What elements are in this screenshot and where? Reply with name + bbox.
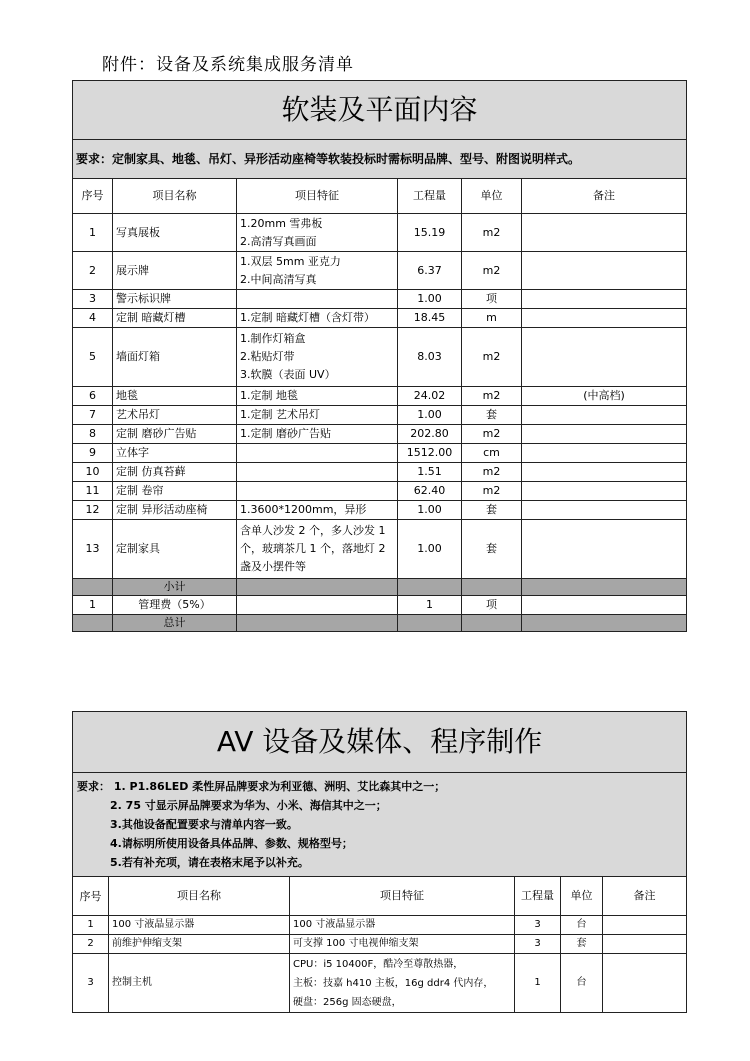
- row-feature: [237, 425, 398, 444]
- row-number: 1: [73, 214, 113, 252]
- row-name: 定制 磨砂广告贴: [113, 425, 237, 444]
- table-row: [73, 406, 687, 425]
- av-equipment-table: [72, 711, 687, 1013]
- row-quantity: 1.00: [398, 520, 462, 579]
- feature-line: 含单人沙发 2 个，多人沙发 1: [240, 524, 386, 537]
- row-unit: m2: [462, 425, 522, 444]
- table-row: [73, 954, 687, 1013]
- row-number: 10: [73, 463, 113, 482]
- table-row: [73, 214, 687, 252]
- row-feature: [237, 387, 398, 406]
- table-row: [73, 387, 687, 406]
- row-number: 7: [73, 406, 113, 425]
- row-name: 控制主机: [109, 954, 290, 1013]
- section1-title: 软装及平面内容: [73, 81, 687, 140]
- row-feature: [290, 935, 515, 954]
- total-number: [73, 615, 113, 632]
- row-quantity: 1: [398, 596, 462, 615]
- total-cell: [522, 615, 687, 632]
- total-cell: [398, 615, 462, 632]
- row-number: 2: [73, 935, 109, 954]
- row-note: [603, 935, 687, 954]
- row-note: [522, 214, 687, 252]
- header-row: [73, 877, 687, 916]
- soft-furnishing-table: [72, 80, 687, 632]
- row-note: [522, 444, 687, 463]
- row-name: 立体字: [113, 444, 237, 463]
- column-header: 序号: [73, 179, 113, 214]
- column-header: 工程量: [398, 179, 462, 214]
- row-unit: m2: [462, 387, 522, 406]
- row-feature: [237, 406, 398, 425]
- requirement-line: 4.请标明所使用设备具体品牌、参数、规格型号；: [110, 837, 353, 850]
- row-quantity: 18.45: [398, 309, 462, 328]
- feature-line: CPU：i5 10400F，酷冷至尊散热器，: [293, 958, 464, 970]
- row-name: 前维护伸缩支架: [109, 935, 290, 954]
- row-feature: [237, 290, 398, 309]
- row-number: 12: [73, 501, 113, 520]
- feature-line: 1.20mm 雪弗板: [240, 216, 323, 230]
- row-quantity: 1: [515, 954, 561, 1013]
- table-row: [73, 444, 687, 463]
- requirement-text: 1. P1.86LED 柔性屏品牌要求为利亚德、洲明、艾比森其中之一；: [113, 780, 446, 793]
- row-unit: 套: [462, 501, 522, 520]
- table-row: [73, 501, 687, 520]
- row-feature: [237, 328, 398, 387]
- subtotal-row: [73, 579, 687, 596]
- subtotal-number: [73, 579, 113, 596]
- row-feature: [290, 954, 515, 1013]
- row-unit: 台: [561, 954, 603, 1013]
- row-number: 1: [73, 596, 113, 615]
- row-unit: 套: [561, 935, 603, 954]
- row-note: [522, 425, 687, 444]
- row-note: [603, 916, 687, 935]
- row-feature: [290, 916, 515, 935]
- feature-line: 3.软膜（表面 UV）: [240, 368, 336, 381]
- feature-line: 1.定制 地毯: [240, 389, 298, 402]
- feature-line: 可支撑 100 寸电视伸缩支架: [293, 938, 419, 949]
- row-quantity: 6.37: [398, 252, 462, 290]
- subtotal-cell: [237, 579, 398, 596]
- table-row: [73, 935, 687, 954]
- row-name: 100 寸液晶显示器: [109, 916, 290, 935]
- row-unit: m2: [462, 463, 522, 482]
- subtotal-cell: [398, 579, 462, 596]
- row-feature: [237, 520, 398, 579]
- row-number: 13: [73, 520, 113, 579]
- table-row: [73, 309, 687, 328]
- row-unit: 台: [561, 916, 603, 935]
- row-name: 定制 卷帘: [113, 482, 237, 501]
- feature-line: 1.3600*1200mm，异形: [240, 503, 367, 516]
- table-row: [73, 328, 687, 387]
- column-header: 工程量: [515, 877, 561, 916]
- feature-line: 100 寸液晶显示器: [293, 919, 376, 930]
- table-row: [73, 916, 687, 935]
- row-number: 3: [73, 290, 113, 309]
- row-note: [522, 501, 687, 520]
- subtotal-cell: [522, 579, 687, 596]
- row-unit: 套: [462, 406, 522, 425]
- column-header: 序号: [73, 877, 109, 916]
- row-name: 墙面灯箱: [113, 328, 237, 387]
- feature-line: 主板：技嘉 h410 主板，16g ddr4 代内存，: [293, 977, 494, 989]
- table-row: [73, 463, 687, 482]
- total-label: 总计: [113, 615, 237, 632]
- row-name: 警示标识牌: [113, 290, 237, 309]
- row-unit: m2: [462, 328, 522, 387]
- row-quantity: 15.19: [398, 214, 462, 252]
- feature-line: 1.定制 暗藏灯槽（含灯带）: [240, 311, 375, 324]
- requirement-line: [77, 777, 682, 796]
- subtotal-cell: [462, 579, 522, 596]
- row-note: [522, 520, 687, 579]
- row-feature: [237, 463, 398, 482]
- row-note: [522, 252, 687, 290]
- row-name: 定制 暗藏灯槽: [113, 309, 237, 328]
- row-quantity: 3: [515, 935, 561, 954]
- column-header: 备注: [522, 179, 687, 214]
- row-number: 11: [73, 482, 113, 501]
- row-feature: [237, 596, 398, 615]
- requirement-line: 5.若有补充项，请在表格末尾予以补充。: [110, 856, 309, 869]
- row-name: 管理费（5%）: [113, 596, 237, 615]
- requirement-label: 要求：: [77, 780, 114, 793]
- row-feature: [237, 482, 398, 501]
- requirement-line: 2. 75 寸显示屏品牌要求为华为、小米、海信其中之一；: [110, 799, 387, 812]
- row-number: 3: [73, 954, 109, 1013]
- column-header: 备注: [603, 877, 687, 916]
- table-row: [73, 252, 687, 290]
- row-number: 9: [73, 444, 113, 463]
- row-name: 定制 仿真苔藓: [113, 463, 237, 482]
- feature-line: 1.定制 艺术吊灯: [240, 408, 320, 421]
- section1-requirement: 要求：定制家具、地毯、吊灯、异形活动座椅等软装投标时需标明品牌、型号、附图说明样式。: [73, 140, 687, 179]
- column-header: 项目名称: [113, 179, 237, 214]
- table-row: [73, 482, 687, 501]
- row-note: [522, 482, 687, 501]
- total-row: [73, 615, 687, 632]
- column-header: 项目特征: [290, 877, 515, 916]
- row-note: (中高档): [522, 387, 687, 406]
- total-cell: [462, 615, 522, 632]
- row-quantity: 1.00: [398, 290, 462, 309]
- row-note: [522, 463, 687, 482]
- row-quantity: 1.51: [398, 463, 462, 482]
- feature-line: 1.定制 磨砂广告贴: [240, 427, 331, 440]
- row-feature: [237, 252, 398, 290]
- row-feature: [237, 214, 398, 252]
- row-note: [522, 406, 687, 425]
- total-cell: [237, 615, 398, 632]
- row-unit: m2: [462, 482, 522, 501]
- row-unit: m: [462, 309, 522, 328]
- table-row: [73, 425, 687, 444]
- management-fee-row: [73, 596, 687, 615]
- row-unit: 套: [462, 520, 522, 579]
- row-note: [603, 954, 687, 1013]
- feature-line: 1.双层 5mm 亚克力: [240, 254, 341, 268]
- row-feature: [237, 444, 398, 463]
- row-number: 8: [73, 425, 113, 444]
- row-quantity: 202.80: [398, 425, 462, 444]
- row-name: 展示牌: [113, 252, 237, 290]
- row-unit: m2: [462, 252, 522, 290]
- row-unit: m2: [462, 214, 522, 252]
- column-header: 单位: [561, 877, 603, 916]
- row-unit: 项: [462, 596, 522, 615]
- section2-requirements: [73, 773, 687, 877]
- row-unit: cm: [462, 444, 522, 463]
- row-name: 地毯: [113, 387, 237, 406]
- section2-title: AV 设备及媒体、程序制作: [73, 712, 687, 773]
- row-feature: [237, 309, 398, 328]
- row-note: [522, 290, 687, 309]
- feature-line: 盏及小摆件等: [240, 560, 306, 573]
- row-name: 写真展板: [113, 214, 237, 252]
- feature-line: 2.高清写真画面: [240, 234, 317, 248]
- subtotal-label: 小计: [113, 579, 237, 596]
- row-name: 定制 异形活动座椅: [113, 501, 237, 520]
- column-header: 项目特征: [237, 179, 398, 214]
- feature-line: 硬盘：256g 固态硬盘，: [293, 996, 402, 1008]
- table-row: [73, 520, 687, 579]
- feature-line: 个，玻璃茶几 1 个，落地灯 2: [240, 542, 386, 555]
- column-header: 项目名称: [109, 877, 290, 916]
- header-row: [73, 179, 687, 214]
- row-name: 艺术吊灯: [113, 406, 237, 425]
- requirement-line: 3.其他设备配置要求与清单内容一致。: [110, 818, 298, 831]
- row-name: 定制家具: [113, 520, 237, 579]
- row-quantity: 24.02: [398, 387, 462, 406]
- row-quantity: 1.00: [398, 406, 462, 425]
- row-note: [522, 596, 687, 615]
- row-quantity: 3: [515, 916, 561, 935]
- feature-line: 2.粘贴灯带: [240, 350, 295, 363]
- row-note: [522, 309, 687, 328]
- row-feature: [237, 501, 398, 520]
- row-number: 2: [73, 252, 113, 290]
- row-quantity: 1.00: [398, 501, 462, 520]
- document-header: 附件：设备及系统集成服务清单: [102, 55, 354, 75]
- column-header: 单位: [462, 179, 522, 214]
- feature-line: 1.制作灯箱盒: [240, 332, 306, 345]
- row-note: [522, 328, 687, 387]
- row-quantity: 1512.00: [398, 444, 462, 463]
- table-row: [73, 290, 687, 309]
- row-quantity: 8.03: [398, 328, 462, 387]
- row-unit: 项: [462, 290, 522, 309]
- row-number: 6: [73, 387, 113, 406]
- row-number: 4: [73, 309, 113, 328]
- row-number: 5: [73, 328, 113, 387]
- row-quantity: 62.40: [398, 482, 462, 501]
- row-number: 1: [73, 916, 109, 935]
- feature-line: 2.中间高清写真: [240, 272, 317, 286]
